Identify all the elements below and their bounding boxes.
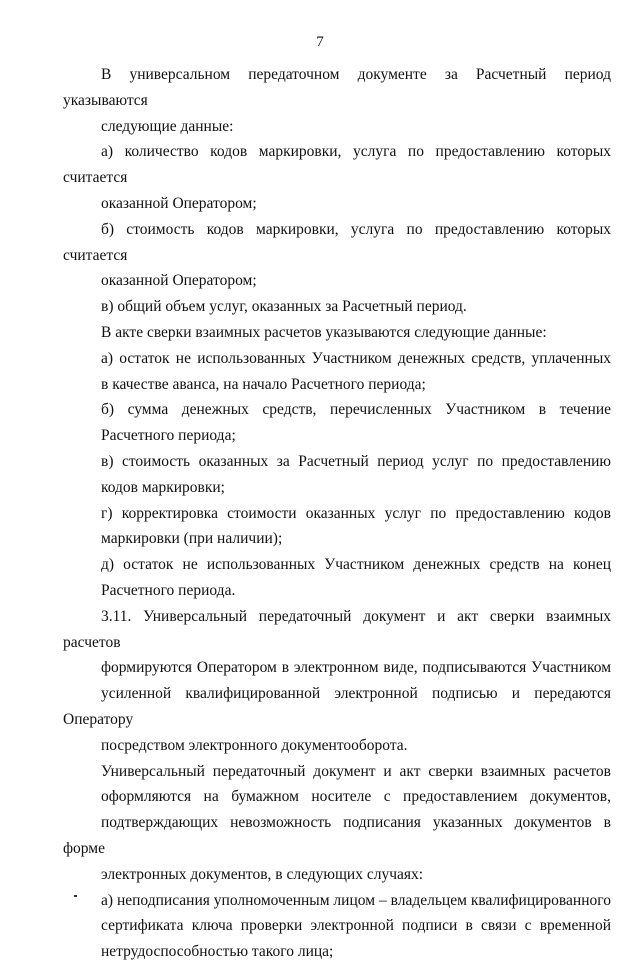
paragraph-line: г) корректировка стоимости оказанных услуг по предоставлению кодов [101, 504, 611, 522]
paragraph-item-b-codes-cost [63, 217, 611, 294]
paragraph-item-b-funds-transferred [63, 397, 611, 449]
paragraph-line: б) стоимость кодов маркировки, услуга по предоставлению которых считается [63, 220, 611, 264]
paragraph-item-a-not-signed [63, 888, 611, 965]
paragraph-line: кодов маркировки; [101, 478, 225, 496]
paragraph-line: оказанной Оператором; [101, 194, 257, 212]
paragraph-line: в) стоимость оказанных за Расчетный период услуг по предоставлению [101, 452, 611, 470]
page-number: 7 [316, 34, 324, 50]
paragraph-item-v-services-cost [63, 449, 611, 501]
paragraph-reconciliation-act [63, 320, 611, 346]
paragraph-item-v-total-services [63, 294, 611, 320]
paragraph-line: Универсальный передаточный документ и акт сверки взаимных расчетов [101, 762, 611, 780]
paragraph-line: оказанной Оператором; [101, 272, 257, 290]
paragraph-line: электронных документов, в следующих случаях: [101, 865, 424, 883]
paragraph-line: посредством электронного документооборота. [101, 736, 408, 754]
paragraph-upd-contents [63, 62, 611, 139]
paragraph-line: следующие данные: [101, 117, 234, 135]
paragraph-line: В универсальном передаточном документе за Расчетный период указываются [63, 66, 611, 109]
document-body [63, 62, 611, 965]
paragraph-line: в) общий объем услуг, оказанных за Расчетный период. [101, 298, 467, 316]
paragraph-line: маркировки (при наличии); [101, 530, 283, 548]
paragraph-line: Расчетного периода; [101, 427, 236, 445]
paragraph-line: Расчетного периода. [101, 581, 236, 599]
paragraph-line: подтверждающих невозможность подписания указанных документов в форме [63, 814, 611, 857]
paragraph-line: 3.11. Универсальный передаточный документ и акт сверки взаимных расчетов [63, 607, 611, 651]
paragraph-line: оформляются на бумажном носителе с предоставлением документов, [101, 788, 611, 806]
paragraph-line: усиленной квалифицированной электронной подписью и передаются Оператору [63, 685, 611, 728]
paragraph-item-a-codes-count [63, 139, 611, 216]
paragraph-paper-form [63, 759, 611, 888]
scan-speck [74, 895, 77, 897]
paragraph-line: В акте сверки взаимных расчетов указываются следующие данные: [101, 323, 547, 341]
paragraph-line: а) неподписания уполномоченным лицом – владельцем квалифицированного [101, 891, 611, 909]
paragraph-line: б) сумма денежных средств, перечисленных Участником в течение [101, 401, 611, 419]
paragraph-line: а) количество кодов маркировки, услуга по предоставлению которых считается [63, 143, 611, 187]
paragraph-item-a-balance-start [63, 346, 611, 398]
paragraph-section-3-11 [63, 604, 611, 759]
paragraph-line: а) остаток не использованных Участником денежных средств, уплаченных [101, 349, 611, 367]
paragraph-line: в качестве аванса, на начало Расчетного периода; [101, 375, 426, 393]
paragraph-line: сертификата ключа проверки электронной подписи в связи с временной [101, 917, 611, 935]
paragraph-line: д) остаток не использованных Участником денежных средств на конец [101, 556, 611, 574]
paragraph-item-d-balance-end [63, 552, 611, 604]
paragraph-line: формируются Оператором в электронном виде, подписываются Участником [101, 659, 611, 677]
paragraph-item-g-adjustment [63, 501, 611, 553]
paragraph-line: нетрудоспособностью такого лица; [101, 943, 334, 961]
